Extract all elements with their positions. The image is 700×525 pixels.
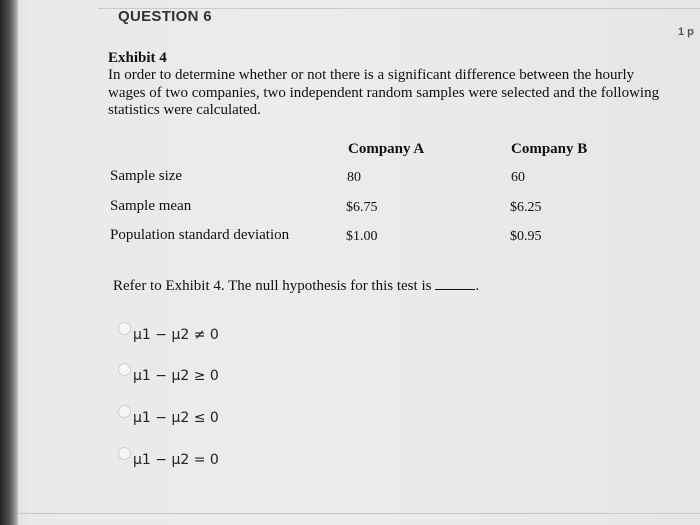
answer-option-label: μ1 − μ2 = 0 xyxy=(133,452,219,468)
answer-option-label: μ1 − μ2 ≠ 0 xyxy=(133,327,219,343)
cell-sample-mean-b: $6.25 xyxy=(510,200,542,215)
radio-button[interactable] xyxy=(118,405,131,418)
cell-sample-size-b: 60 xyxy=(511,170,525,185)
row-label-population-sd: Population standard deviation xyxy=(110,227,290,243)
answer-option-label: μ1 − μ2 ≥ 0 xyxy=(133,368,219,384)
screen-bezel xyxy=(0,0,18,525)
cell-sample-size-a: 80 xyxy=(347,170,361,185)
answer-blank xyxy=(435,276,475,290)
radio-button[interactable] xyxy=(118,363,131,376)
radio-button[interactable] xyxy=(118,322,131,335)
row-label-sample-mean: Sample mean xyxy=(110,198,192,214)
cell-population-sd-a: $1.00 xyxy=(346,229,378,244)
column-header-company-b: Company B xyxy=(511,141,588,157)
answer-option-label: μ1 − μ2 ≤ 0 xyxy=(133,410,219,426)
column-header-company-a: Company A xyxy=(348,141,425,157)
points-label: 1 p xyxy=(678,26,694,38)
bottom-divider xyxy=(18,513,700,514)
cell-sample-mean-a: $6.75 xyxy=(346,200,378,215)
question-text: Refer to Exhibit 4. The null hypothesis for this test is xyxy=(113,278,432,294)
question-suffix: . xyxy=(475,278,480,294)
exhibit-title: Exhibit 4 xyxy=(108,50,167,66)
cell-population-sd-b: $0.95 xyxy=(510,229,542,244)
question-label: QUESTION 6 xyxy=(118,8,212,25)
exhibit-intro: In order to determine whether or not there is a significant difference between the hourly wages of two companies, two independent random samples were selected and the following statistics were calculated. xyxy=(108,67,660,118)
row-label-sample-size: Sample size xyxy=(110,168,183,184)
question-prompt xyxy=(113,276,479,295)
radio-button[interactable] xyxy=(118,447,131,460)
